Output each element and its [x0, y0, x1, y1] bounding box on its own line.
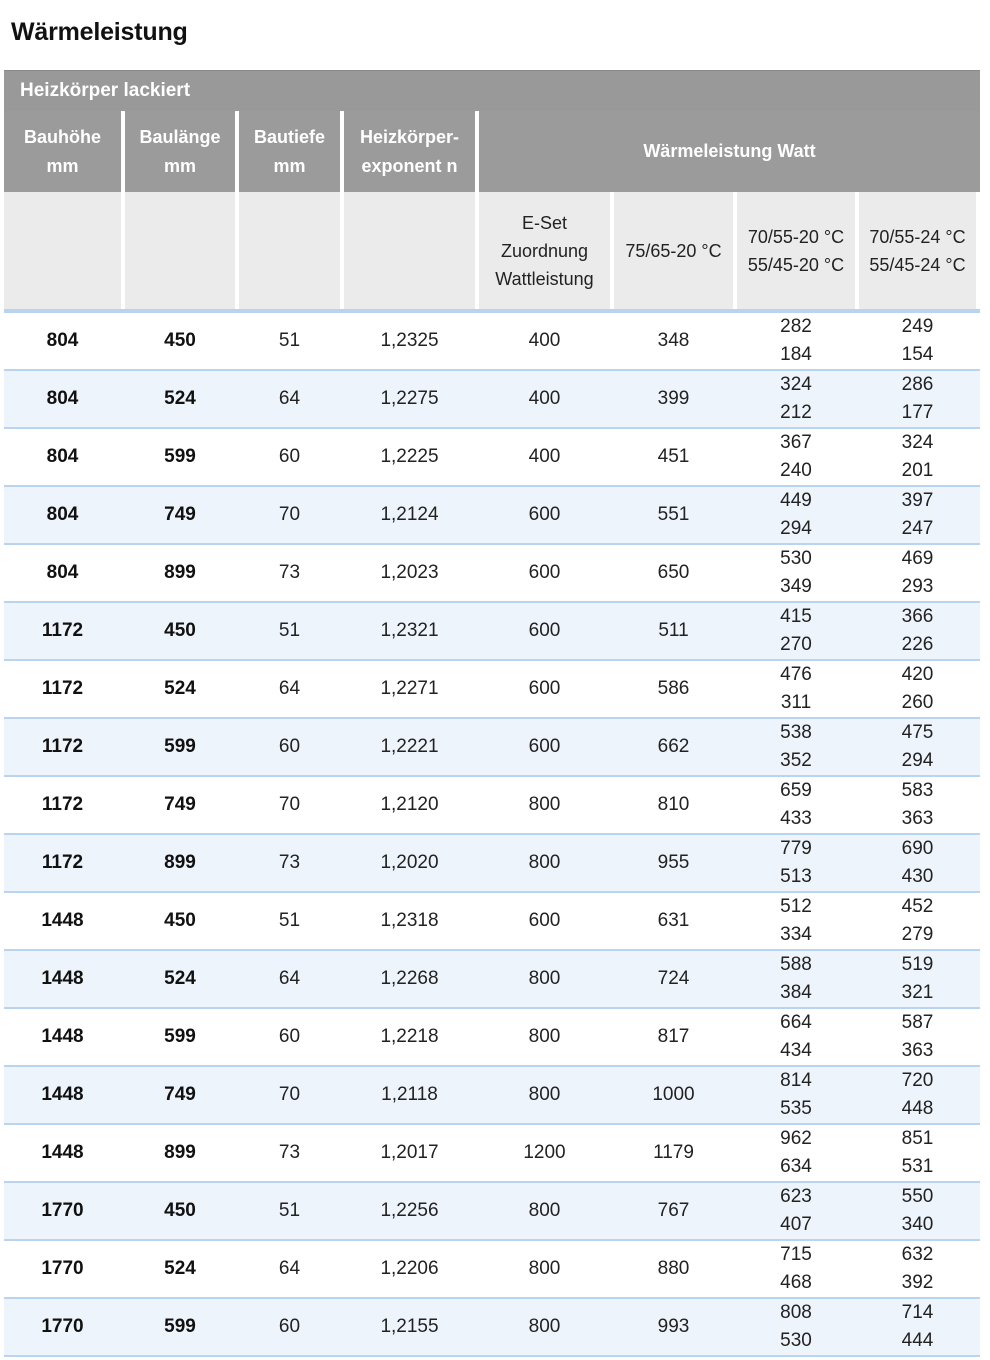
table-row: [4, 951, 980, 1009]
cell-70-55-24: [859, 661, 976, 717]
cell-70-55-20: [737, 1067, 855, 1123]
cell-70-55-20-upper: 588: [780, 954, 812, 975]
cell-eset: 1200: [523, 1142, 566, 1163]
table-row: [4, 1183, 980, 1241]
table-subheader-row: [4, 192, 980, 313]
cell-75-65-20: 631: [657, 910, 690, 931]
cell-75-65-20: 1179: [653, 1142, 694, 1163]
table-row: [4, 603, 980, 661]
cell-70-55-24-lower: 340: [901, 1214, 934, 1235]
cell-75-65-20: 399: [657, 388, 690, 409]
cell-bautiefe: 73: [278, 1142, 301, 1163]
cell-70-55-20-lower: 349: [780, 576, 812, 597]
cell-70-55-20-lower: 535: [780, 1098, 812, 1119]
header-exponent: Heizkörper- exponent n: [344, 111, 475, 192]
cell-bautiefe: 64: [278, 678, 301, 699]
cell-bauhoehe: 1172: [41, 794, 84, 815]
cell-70-55-20-lower: 334: [780, 924, 812, 945]
cell-75-65-20: 662: [657, 736, 690, 757]
cell-baulaenge: 524: [164, 678, 196, 699]
cell-70-55-20-upper: 664: [780, 1012, 812, 1033]
cell-70-55-20-upper: 476: [780, 664, 812, 685]
cell-bauhoehe: 1770: [41, 1316, 84, 1337]
heat-output-table: [4, 70, 980, 1357]
header-bauhoehe: Bauhöhe mm: [4, 111, 121, 192]
cell-70-55-24: [859, 777, 976, 833]
cell-70-55-20: [737, 951, 855, 1007]
cell-eset: 800: [528, 1026, 561, 1047]
cell-75-65-20: 767: [657, 1200, 690, 1221]
cell-70-55-20-upper: 808: [780, 1302, 812, 1323]
cell-70-55-20-upper: 623: [780, 1186, 812, 1207]
cell-baulaenge: 749: [164, 1084, 196, 1105]
table-row: [4, 835, 980, 893]
cell-75-65-20: 348: [657, 330, 690, 351]
cell-70-55-24-lower: 154: [901, 344, 934, 365]
cell-70-55-20-upper: 367: [780, 432, 812, 453]
cell-70-55-20: [737, 661, 855, 717]
cell-bautiefe: 64: [278, 388, 301, 409]
cell-70-55-20-lower: 513: [780, 866, 812, 887]
cell-bautiefe: 51: [278, 1200, 301, 1221]
table-row: [4, 313, 980, 371]
header-bautiefe: Bautiefe mm: [239, 111, 340, 192]
cell-bauhoehe: 1448: [41, 1084, 84, 1105]
cell-bautiefe: 73: [278, 852, 301, 873]
cell-70-55-24-lower: 260: [901, 692, 934, 713]
cell-70-55-24-lower: 177: [901, 402, 934, 423]
cell-70-55-20-lower: 240: [780, 460, 812, 481]
cell-70-55-24-lower: 392: [901, 1272, 934, 1293]
cell-baulaenge: 599: [164, 736, 196, 757]
cell-bautiefe: 51: [278, 620, 301, 641]
cell-bauhoehe: 804: [46, 330, 79, 351]
cell-70-55-24-lower: 293: [901, 576, 934, 597]
table-header-row: [4, 111, 980, 192]
table-row: [4, 661, 980, 719]
cell-baulaenge: 599: [164, 1316, 196, 1337]
cell-70-55-24: [859, 1183, 976, 1239]
cell-70-55-20-upper: 415: [780, 606, 812, 627]
cell-70-55-20: [737, 835, 855, 891]
cell-70-55-24: [859, 719, 976, 775]
cell-bautiefe: 60: [278, 1026, 301, 1047]
cell-bautiefe: 70: [278, 1084, 301, 1105]
cell-eset: 800: [528, 1258, 561, 1279]
cell-70-55-24-upper: 324: [901, 432, 934, 453]
cell-bautiefe: 60: [278, 1316, 301, 1337]
cell-70-55-24-upper: 420: [901, 664, 934, 685]
cell-70-55-24: [859, 487, 976, 543]
cell-baulaenge: 749: [164, 504, 196, 525]
cell-70-55-24-upper: 550: [901, 1186, 934, 1207]
cell-70-55-20: [737, 1009, 855, 1065]
cell-baulaenge: 450: [164, 620, 196, 641]
cell-70-55-24: [859, 1009, 976, 1065]
cell-70-55-20: [737, 313, 855, 369]
table-body: [4, 313, 980, 1357]
cell-bauhoehe: 804: [46, 504, 79, 525]
cell-70-55-24-lower: 444: [901, 1330, 934, 1351]
cell-bautiefe: 73: [278, 562, 301, 583]
subheader-75-65-20: 75/65-20 °C: [614, 192, 733, 309]
cell-70-55-24-upper: 397: [901, 490, 934, 511]
cell-70-55-20-lower: 270: [780, 634, 812, 655]
cell-bauhoehe: 804: [46, 388, 79, 409]
cell-70-55-20-upper: 715: [780, 1244, 812, 1265]
cell-eset: 800: [528, 852, 561, 873]
cell-70-55-24: [859, 603, 976, 659]
cell-70-55-24-upper: 690: [901, 838, 934, 859]
cell-70-55-24-upper: 452: [901, 896, 934, 917]
cell-70-55-20-lower: 407: [780, 1214, 812, 1235]
cell-70-55-20-lower: 434: [780, 1040, 812, 1061]
cell-bauhoehe: 804: [46, 446, 79, 467]
cell-exponent: 1,2271: [380, 678, 439, 699]
cell-bautiefe: 51: [278, 330, 301, 351]
cell-70-55-24: [859, 1241, 976, 1297]
cell-eset: 800: [528, 794, 561, 815]
cell-baulaenge: 450: [164, 910, 196, 931]
cell-exponent: 1,2118: [381, 1084, 438, 1105]
cell-bauhoehe: 804: [46, 562, 79, 583]
cell-exponent: 1,2256: [380, 1200, 439, 1221]
subheader-70-55-24: 70/55-24 °C 55/45-24 °C: [859, 192, 976, 309]
cell-bautiefe: 60: [278, 736, 301, 757]
cell-eset: 400: [528, 330, 561, 351]
cell-70-55-20-lower: 294: [780, 518, 812, 539]
table-row: [4, 487, 980, 545]
cell-bautiefe: 51: [278, 910, 301, 931]
cell-exponent: 1,2020: [380, 852, 439, 873]
cell-70-55-20: [737, 777, 855, 833]
page-title: Wärmeleistung: [11, 18, 188, 46]
cell-baulaenge: 524: [164, 968, 196, 989]
cell-70-55-20-upper: 779: [780, 838, 812, 859]
cell-70-55-20: [737, 1125, 855, 1181]
cell-75-65-20: 511: [658, 620, 689, 641]
cell-70-55-20-upper: 324: [780, 374, 812, 395]
cell-bautiefe: 70: [278, 504, 301, 525]
cell-70-55-24-upper: 475: [901, 722, 934, 743]
cell-eset: 400: [528, 388, 561, 409]
cell-70-55-20: [737, 429, 855, 485]
cell-70-55-24-upper: 366: [901, 606, 934, 627]
cell-70-55-24-lower: 226: [901, 634, 934, 655]
cell-70-55-24: [859, 313, 976, 369]
cell-70-55-24-upper: 286: [901, 374, 934, 395]
cell-70-55-24-lower: 247: [901, 518, 934, 539]
table-group-title: Heizkörper lackiert: [4, 70, 980, 111]
cell-eset: 600: [528, 620, 561, 641]
cell-70-55-24-upper: 720: [901, 1070, 934, 1091]
cell-70-55-24-upper: 587: [901, 1012, 934, 1033]
cell-70-55-24-lower: 294: [901, 750, 934, 771]
cell-70-55-20-upper: 530: [780, 548, 812, 569]
table-row: [4, 1067, 980, 1125]
cell-70-55-24-lower: 363: [901, 808, 934, 829]
cell-70-55-24-upper: 249: [901, 316, 934, 337]
cell-exponent: 1,2206: [380, 1258, 439, 1279]
cell-70-55-24-upper: 851: [901, 1128, 934, 1149]
cell-70-55-20: [737, 545, 855, 601]
cell-75-65-20: 1000: [652, 1084, 695, 1105]
cell-70-55-20: [737, 1299, 855, 1355]
cell-70-55-20-lower: 634: [780, 1156, 812, 1177]
cell-70-55-20-lower: 384: [780, 982, 812, 1003]
cell-70-55-24: [859, 951, 976, 1007]
cell-baulaenge: 899: [164, 562, 196, 583]
cell-70-55-20-upper: 962: [780, 1128, 812, 1149]
cell-eset: 600: [528, 736, 561, 757]
cell-exponent: 1,2120: [380, 794, 439, 815]
cell-baulaenge: 524: [164, 388, 196, 409]
table-row: [4, 1299, 980, 1357]
subheader-70-55-20: 70/55-20 °C 55/45-20 °C: [737, 192, 855, 309]
cell-75-65-20: 586: [657, 678, 690, 699]
table-row: [4, 893, 980, 951]
cell-bauhoehe: 1448: [41, 910, 84, 931]
cell-bauhoehe: 1448: [41, 1142, 84, 1163]
cell-70-55-24: [859, 1125, 976, 1181]
table-row: [4, 1009, 980, 1067]
cell-70-55-24-upper: 519: [901, 954, 934, 975]
cell-75-65-20: 724: [657, 968, 690, 989]
cell-eset: 800: [528, 1316, 561, 1337]
cell-baulaenge: 524: [164, 1258, 196, 1279]
cell-70-55-20: [737, 893, 855, 949]
header-waermeleistung: Wärmeleistung Watt: [479, 111, 980, 192]
cell-70-55-24-lower: 531: [901, 1156, 934, 1177]
cell-70-55-20-upper: 659: [780, 780, 812, 801]
cell-70-55-20: [737, 1241, 855, 1297]
cell-exponent: 1,2325: [380, 330, 439, 351]
cell-70-55-24-lower: 363: [901, 1040, 934, 1061]
cell-70-55-20: [737, 719, 855, 775]
table-row: [4, 429, 980, 487]
cell-bauhoehe: 1770: [41, 1200, 84, 1221]
cell-70-55-24: [859, 893, 976, 949]
subheader-empty-2: [125, 192, 235, 309]
cell-bauhoehe: 1448: [41, 968, 84, 989]
cell-70-55-24-lower: 279: [901, 924, 934, 945]
cell-baulaenge: 899: [164, 1142, 196, 1163]
cell-bauhoehe: 1448: [41, 1026, 84, 1047]
cell-bautiefe: 70: [278, 794, 301, 815]
cell-eset: 600: [528, 562, 561, 583]
cell-eset: 800: [528, 1084, 561, 1105]
cell-70-55-20: [737, 487, 855, 543]
cell-70-55-20-upper: 538: [780, 722, 812, 743]
cell-75-65-20: 880: [657, 1258, 690, 1279]
cell-exponent: 1,2124: [380, 504, 439, 525]
cell-70-55-24: [859, 1299, 976, 1355]
cell-exponent: 1,2321: [380, 620, 439, 641]
cell-70-55-24-upper: 469: [901, 548, 934, 569]
cell-baulaenge: 450: [164, 330, 196, 351]
cell-75-65-20: 955: [657, 852, 690, 873]
cell-eset: 400: [528, 446, 561, 467]
cell-70-55-20-lower: 311: [780, 692, 812, 713]
cell-bauhoehe: 1770: [41, 1258, 84, 1279]
cell-75-65-20: 993: [657, 1316, 690, 1337]
cell-baulaenge: 899: [164, 852, 196, 873]
cell-baulaenge: 599: [164, 1026, 196, 1047]
cell-70-55-20-lower: 433: [780, 808, 812, 829]
cell-bautiefe: 64: [278, 1258, 301, 1279]
table-row: [4, 719, 980, 777]
cell-75-65-20: 817: [657, 1026, 690, 1047]
cell-75-65-20: 551: [657, 504, 690, 525]
cell-eset: 600: [528, 678, 561, 699]
table-row: [4, 1241, 980, 1299]
cell-70-55-24-upper: 714: [901, 1302, 934, 1323]
table-row: [4, 777, 980, 835]
cell-bauhoehe: 1172: [41, 852, 84, 873]
cell-70-55-20-lower: 530: [780, 1330, 812, 1351]
cell-exponent: 1,2275: [380, 388, 439, 409]
cell-70-55-20: [737, 1183, 855, 1239]
table-row: [4, 371, 980, 429]
cell-70-55-24-lower: 321: [901, 982, 934, 1003]
cell-70-55-20-upper: 282: [780, 316, 812, 337]
cell-70-55-20-lower: 184: [780, 344, 812, 365]
cell-70-55-24-lower: 430: [901, 866, 934, 887]
cell-70-55-24: [859, 545, 976, 601]
cell-70-55-20-lower: 468: [780, 1272, 812, 1293]
cell-70-55-20-upper: 449: [780, 490, 812, 511]
cell-exponent: 1,2023: [380, 562, 439, 583]
table-row: [4, 545, 980, 603]
cell-baulaenge: 450: [164, 1200, 196, 1221]
cell-exponent: 1,2155: [380, 1316, 439, 1337]
cell-bauhoehe: 1172: [41, 620, 84, 641]
cell-70-55-20: [737, 371, 855, 427]
cell-bauhoehe: 1172: [41, 736, 84, 757]
cell-exponent: 1,2268: [380, 968, 439, 989]
cell-exponent: 1,2017: [380, 1142, 439, 1163]
cell-eset: 600: [528, 910, 561, 931]
cell-bauhoehe: 1172: [41, 678, 84, 699]
cell-bautiefe: 60: [278, 446, 301, 467]
cell-75-65-20: 810: [657, 794, 690, 815]
cell-exponent: 1,2221: [380, 736, 439, 757]
cell-eset: 800: [528, 968, 561, 989]
cell-baulaenge: 749: [164, 794, 196, 815]
cell-70-55-24-upper: 583: [901, 780, 934, 801]
subheader-eset: E-Set Zuordnung Wattleistung: [479, 192, 610, 309]
cell-75-65-20: 451: [657, 446, 690, 467]
cell-eset: 800: [528, 1200, 561, 1221]
subheader-empty-1: [4, 192, 121, 309]
cell-70-55-20-upper: 814: [780, 1070, 812, 1091]
subheader-empty-3: [239, 192, 340, 309]
cell-exponent: 1,2318: [380, 910, 439, 931]
cell-70-55-24-upper: 632: [901, 1244, 934, 1265]
cell-baulaenge: 599: [164, 446, 196, 467]
cell-70-55-20-upper: 512: [780, 896, 812, 917]
cell-eset: 600: [528, 504, 561, 525]
cell-70-55-24-lower: 201: [901, 460, 934, 481]
cell-75-65-20: 650: [657, 562, 690, 583]
cell-70-55-24: [859, 835, 976, 891]
cell-70-55-20: [737, 603, 855, 659]
header-baulaenge: Baulänge mm: [125, 111, 235, 192]
cell-70-55-24-lower: 448: [901, 1098, 934, 1119]
cell-70-55-24: [859, 371, 976, 427]
cell-70-55-20-lower: 352: [780, 750, 812, 771]
table-row: [4, 1125, 980, 1183]
cell-exponent: 1,2225: [380, 446, 439, 467]
cell-bautiefe: 64: [278, 968, 301, 989]
cell-70-55-24: [859, 1067, 976, 1123]
cell-exponent: 1,2218: [380, 1026, 439, 1047]
cell-70-55-24: [859, 429, 976, 485]
cell-70-55-20-lower: 212: [780, 402, 812, 423]
subheader-empty-4: [344, 192, 475, 309]
